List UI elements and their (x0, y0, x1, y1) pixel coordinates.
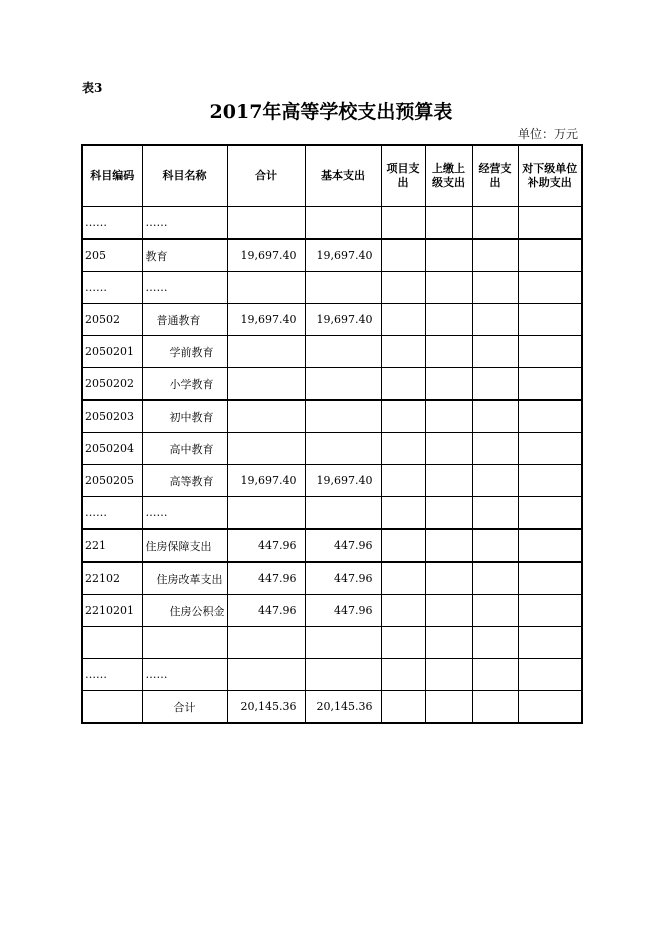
cell-total (227, 400, 305, 433)
cell-project (381, 659, 425, 691)
cell-project (381, 595, 425, 627)
table-row (82, 400, 582, 433)
cell-basic (305, 400, 381, 433)
cell-code: 2050205 (82, 465, 142, 497)
cell-name: 初中教育 (142, 400, 227, 433)
cell-code: 2050203 (82, 400, 142, 433)
cell-remit (425, 659, 472, 691)
cell-remit (425, 433, 472, 465)
cell-total: 447.96 (227, 562, 305, 595)
table-row (82, 659, 582, 691)
cell-project (381, 207, 425, 240)
cell-project (381, 433, 425, 465)
table-row (82, 627, 582, 659)
header-remit: 上缴上级支出 (425, 145, 472, 207)
cell-total (227, 336, 305, 368)
cell-subsidy (518, 239, 582, 272)
cell-project (381, 691, 425, 724)
cell-code: …… (82, 207, 142, 240)
cell-operating (472, 595, 518, 627)
cell-operating (472, 400, 518, 433)
cell-subsidy (518, 659, 582, 691)
cell-total (227, 368, 305, 401)
cell-basic (305, 433, 381, 465)
cell-basic: 447.96 (305, 529, 381, 562)
header-basic: 基本支出 (305, 145, 381, 207)
cell-operating (472, 562, 518, 595)
cell-code: …… (82, 272, 142, 304)
cell-subsidy (518, 400, 582, 433)
cell-subsidy (518, 336, 582, 368)
cell-name: 合计 (142, 691, 227, 724)
unit-label: 单位：万元 (517, 127, 578, 141)
cell-basic: 447.96 (305, 562, 381, 595)
cell-total (227, 497, 305, 530)
cell-subsidy (518, 627, 582, 659)
cell-subsidy (518, 207, 582, 240)
cell-subsidy (518, 595, 582, 627)
cell-operating (472, 336, 518, 368)
table-row (82, 239, 582, 272)
cell-basic (305, 207, 381, 240)
cell-basic: 19,697.40 (305, 304, 381, 336)
cell-subsidy (518, 562, 582, 595)
cell-basic (305, 659, 381, 691)
cell-total (227, 207, 305, 240)
budget-table (81, 144, 583, 724)
cell-name: …… (142, 659, 227, 691)
cell-name: 住房公积金 (142, 595, 227, 627)
cell-total: 19,697.40 (227, 239, 305, 272)
cell-name: 高中教育 (142, 433, 227, 465)
cell-name: 学前教育 (142, 336, 227, 368)
cell-subsidy (518, 368, 582, 401)
table-number-label: 表3 (82, 81, 103, 95)
cell-project (381, 239, 425, 272)
cell-code: 205 (82, 239, 142, 272)
cell-remit (425, 400, 472, 433)
cell-project (381, 497, 425, 530)
cell-operating (472, 529, 518, 562)
cell-project (381, 627, 425, 659)
table-row (82, 497, 582, 530)
cell-total (227, 433, 305, 465)
cell-project (381, 304, 425, 336)
cell-code: 221 (82, 529, 142, 562)
cell-operating (472, 304, 518, 336)
cell-project (381, 529, 425, 562)
cell-name: 教育 (142, 239, 227, 272)
cell-basic: 447.96 (305, 595, 381, 627)
cell-name: 住房改革支出 (142, 562, 227, 595)
cell-operating (472, 207, 518, 240)
table-row (82, 207, 582, 240)
cell-code: 2050201 (82, 336, 142, 368)
cell-remit (425, 529, 472, 562)
cell-name (142, 627, 227, 659)
cell-total: 20,145.36 (227, 691, 305, 724)
cell-operating (472, 433, 518, 465)
cell-basic (305, 497, 381, 530)
cell-remit (425, 368, 472, 401)
cell-code: …… (82, 659, 142, 691)
cell-operating (472, 497, 518, 530)
header-operating: 经营支出 (472, 145, 518, 207)
cell-remit (425, 691, 472, 724)
cell-remit (425, 272, 472, 304)
cell-project (381, 562, 425, 595)
table-row (82, 465, 582, 497)
cell-remit (425, 304, 472, 336)
cell-operating (472, 691, 518, 724)
table-row (82, 595, 582, 627)
header-project: 项目支出 (381, 145, 425, 207)
cell-project (381, 465, 425, 497)
cell-name: 住房保障支出 (142, 529, 227, 562)
cell-code: …… (82, 497, 142, 530)
cell-remit (425, 336, 472, 368)
table-row (82, 691, 582, 724)
cell-basic (305, 368, 381, 401)
cell-subsidy (518, 433, 582, 465)
cell-basic: 20,145.36 (305, 691, 381, 724)
table-row (82, 336, 582, 368)
cell-code: 2210201 (82, 595, 142, 627)
cell-project (381, 400, 425, 433)
header-subsidy: 对下级单位补助支出 (518, 145, 582, 207)
table-row (82, 562, 582, 595)
table-row (82, 529, 582, 562)
cell-code (82, 627, 142, 659)
cell-code (82, 691, 142, 724)
cell-remit (425, 627, 472, 659)
cell-operating (472, 368, 518, 401)
table-body (82, 207, 582, 724)
cell-remit (425, 207, 472, 240)
table-row (82, 272, 582, 304)
cell-name: 小学教育 (142, 368, 227, 401)
cell-name: …… (142, 207, 227, 240)
cell-name: 高等教育 (142, 465, 227, 497)
header-name: 科目名称 (142, 145, 227, 207)
cell-subsidy (518, 272, 582, 304)
cell-name: …… (142, 272, 227, 304)
cell-total: 19,697.40 (227, 304, 305, 336)
cell-total: 19,697.40 (227, 465, 305, 497)
cell-operating (472, 627, 518, 659)
cell-total: 447.96 (227, 595, 305, 627)
cell-subsidy (518, 691, 582, 724)
table-row (82, 433, 582, 465)
cell-subsidy (518, 497, 582, 530)
cell-subsidy (518, 304, 582, 336)
cell-basic (305, 336, 381, 368)
cell-operating (472, 272, 518, 304)
table-row (82, 368, 582, 401)
cell-basic (305, 272, 381, 304)
cell-basic: 19,697.40 (305, 465, 381, 497)
cell-basic: 19,697.40 (305, 239, 381, 272)
cell-name: 普通教育 (142, 304, 227, 336)
table-header-row (82, 145, 582, 207)
cell-total (227, 272, 305, 304)
cell-code: 2050204 (82, 433, 142, 465)
page-title: 2017年高等学校支出预算表 (209, 101, 453, 123)
cell-basic (305, 627, 381, 659)
cell-remit (425, 595, 472, 627)
cell-total (227, 659, 305, 691)
cell-total (227, 627, 305, 659)
cell-subsidy (518, 529, 582, 562)
cell-project (381, 368, 425, 401)
cell-code: 20502 (82, 304, 142, 336)
cell-remit (425, 562, 472, 595)
cell-subsidy (518, 465, 582, 497)
cell-operating (472, 239, 518, 272)
cell-code: 22102 (82, 562, 142, 595)
cell-name: …… (142, 497, 227, 530)
cell-operating (472, 465, 518, 497)
cell-remit (425, 239, 472, 272)
cell-project (381, 336, 425, 368)
cell-operating (472, 659, 518, 691)
cell-code: 2050202 (82, 368, 142, 401)
cell-remit (425, 465, 472, 497)
header-total: 合计 (227, 145, 305, 207)
cell-project (381, 272, 425, 304)
cell-total: 447.96 (227, 529, 305, 562)
cell-remit (425, 497, 472, 530)
table-row (82, 304, 582, 336)
header-code: 科目编码 (82, 145, 142, 207)
